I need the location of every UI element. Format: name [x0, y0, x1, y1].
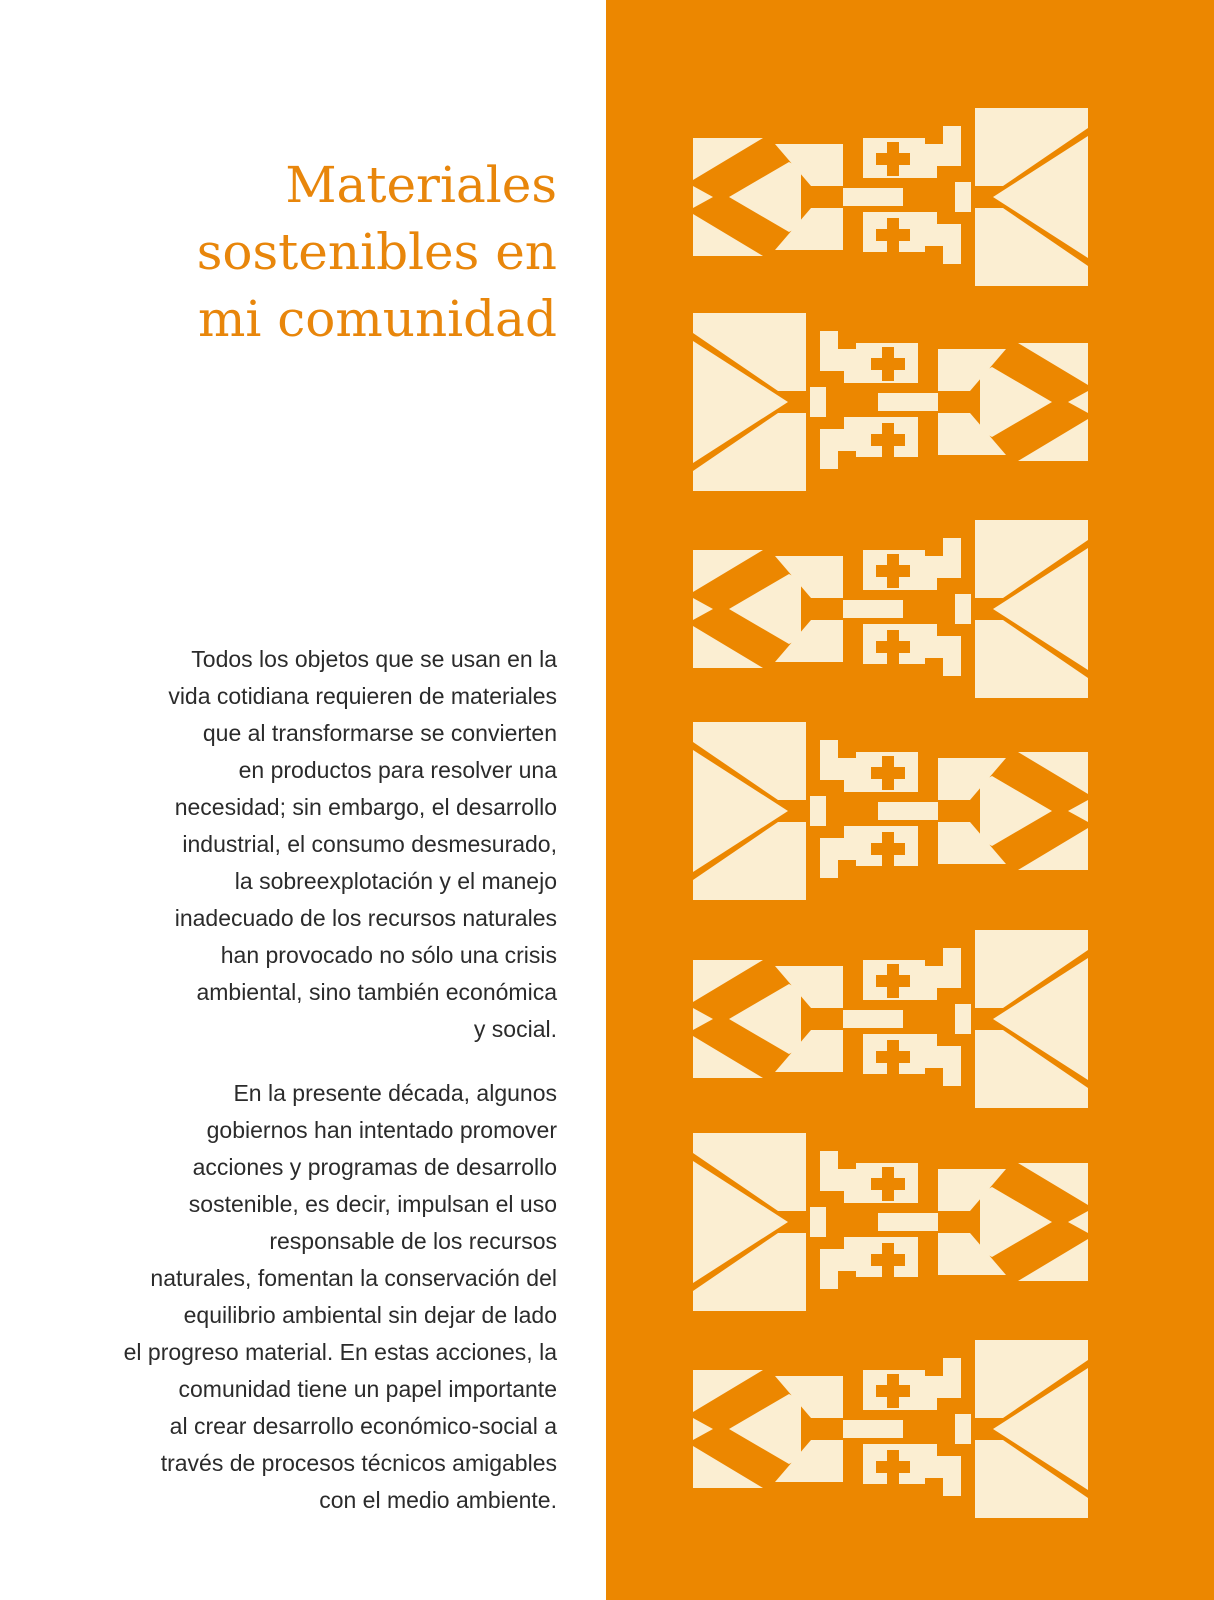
- intro-paragraph: [57, 641, 557, 1048]
- title-line-2: sostenibles en: [196, 223, 557, 281]
- geometric-flag-motif-icon: [693, 313, 1088, 491]
- geometric-flag-motif-icon: [693, 722, 1088, 900]
- decorative-pattern-band: [606, 0, 1214, 1600]
- paragraph-line: equilibrio ambiental sin dejar de lado: [183, 1302, 557, 1328]
- paragraph-line: través de procesos técnicos amigables: [160, 1450, 557, 1476]
- paragraph-line: el progreso material. En estas acciones, la: [123, 1339, 557, 1365]
- geometric-flag-motif-icon: [693, 1133, 1088, 1311]
- second-paragraph: [57, 1075, 557, 1519]
- paragraph-line: acciones y programas de desarrollo: [192, 1154, 557, 1180]
- geometric-flag-motif-icon: [693, 108, 1088, 286]
- title-line-3: mi comunidad: [197, 290, 557, 348]
- paragraph-line: comunidad tiene un papel importante: [178, 1376, 557, 1402]
- paragraph-line: vida cotidiana requieren de materiales: [168, 683, 557, 709]
- paragraph-line: sostenible, es decir, impulsan el uso: [188, 1191, 557, 1217]
- paragraph-line: inadecuado de los recursos naturales: [174, 905, 557, 931]
- geometric-flag-motif-icon: [693, 520, 1088, 698]
- text-column: [0, 0, 557, 1600]
- paragraph-line: y social.: [473, 1016, 557, 1042]
- geometric-flag-motif-icon: [693, 930, 1088, 1108]
- paragraph-line: con el medio ambiente.: [319, 1487, 557, 1513]
- paragraph-line: Todos los objetos que se usan en la: [191, 646, 557, 672]
- paragraph-line: necesidad; sin embargo, el desarrollo: [174, 794, 557, 820]
- paragraph-line: en productos para resolver una: [238, 757, 557, 783]
- title-line-1: Materiales: [285, 156, 557, 214]
- paragraph-line: al crear desarrollo económico-social a: [169, 1413, 557, 1439]
- paragraph-line: industrial, el consumo desmesurado,: [182, 831, 557, 857]
- paragraph-line: En la presente década, algunos: [233, 1080, 557, 1106]
- paragraph-line: gobiernos han intentado promover: [206, 1117, 557, 1143]
- paragraph-line: han provocado no sólo una crisis: [220, 942, 557, 968]
- paragraph-line: ambiental, sino también económica: [196, 979, 557, 1005]
- geometric-flag-motif-icon: [693, 1340, 1088, 1518]
- paragraph-line: que al transformarse se convierten: [202, 720, 557, 746]
- page-title: [77, 152, 557, 353]
- paragraph-line: naturales, fomentan la conservación del: [150, 1265, 557, 1291]
- paragraph-line: responsable de los recursos: [269, 1228, 557, 1254]
- paragraph-line: la sobreexplotación y el manejo: [234, 868, 557, 894]
